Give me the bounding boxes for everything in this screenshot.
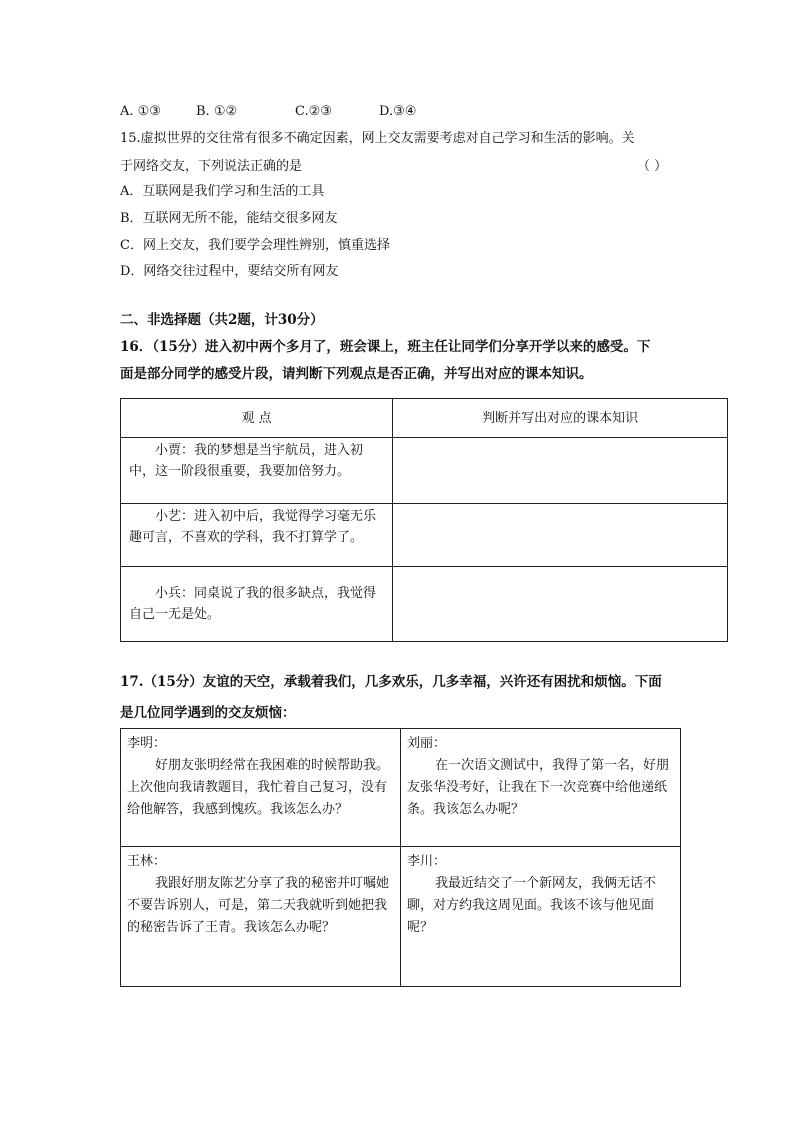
q17-text-liuli: 在一次语文测试中，我得了第一名，好朋友张华没考好，让我在下一次竞赛中给他递纸条。我该怎么办呢？ xyxy=(407,758,670,817)
q17-text-wanglin: 我跟好朋友陈艺分享了我的秘密并叮嘱她不要告诉别人，可是，第二天我就听到她把我的秘密告诉了王青。我该怎么办呢？ xyxy=(127,876,390,935)
q17-cell-liming xyxy=(121,729,401,847)
q14-option-c: C.②③ xyxy=(295,104,332,119)
q15-option-a: A．互联网是我们学习和生活的工具 xyxy=(120,184,325,199)
q16-view-xiaojia: 小贾：我的梦想是当宇航员，进入初中，这一阶段很重要，我要加倍努力。 xyxy=(121,438,393,504)
q16-answer-cell-3[interactable] xyxy=(393,567,728,642)
table-row xyxy=(121,567,728,642)
q17-cell-liuli xyxy=(401,729,681,847)
q14-option-d: D.③④ xyxy=(379,104,417,119)
q17-cell-wanglin xyxy=(121,847,401,987)
q17-name-wanglin: 王林： xyxy=(127,854,167,869)
table-row xyxy=(121,847,681,987)
q16-header-view: 观 点 xyxy=(121,399,393,438)
q16-view-xiaobing: 小兵：同桌说了我的很多缺点，我觉得自己一无是处。 xyxy=(121,567,393,642)
q17-stem-line1: 17.（15分）友谊的天空，承载着我们，几多欢乐，几多幸福，兴许还有困扰和烦恼。下面 xyxy=(120,674,662,690)
table-row xyxy=(121,438,728,504)
q16-answer-cell-2[interactable] xyxy=(393,504,728,567)
q16-answer-cell-1[interactable] xyxy=(393,438,728,504)
q17-name-liuli: 刘丽： xyxy=(407,736,447,751)
q17-name-lichuan: 李川： xyxy=(407,854,447,869)
table-row xyxy=(121,729,681,847)
section2-title: 二、非选择题（共2题，计30分） xyxy=(120,312,324,328)
q15-option-b: B．互联网无所不能，能结交很多网友 xyxy=(120,211,338,226)
q17-cell-lichuan xyxy=(401,847,681,987)
q15-stem-line2: 于网络交友，下列说法正确的是 xyxy=(120,159,303,174)
q14-options xyxy=(120,102,416,122)
q16-table-header xyxy=(121,399,728,438)
q17-stem-line2: 是几位同学遇到的交友烦恼： xyxy=(120,705,296,721)
q17-text-lichuan: 我最近结交了一个新网友，我俩无话不聊，对方约我这周见面。我该不该与他见面呢？ xyxy=(407,876,657,935)
q14-option-a: A. ①③ xyxy=(120,104,161,119)
q17-text-liming: 好朋友张明经常在我困难的时候帮助我。上次他向我请教题目，我忙着自己复习，没有给他解答，我感到愧疚。我该怎么办？ xyxy=(127,758,390,817)
q15-stem-line1: 15.虚拟世界的交往常有很多不确定因素，网上交友需要考虑对自己学习和生活的影响。关 xyxy=(120,131,635,146)
q15-option-d: D．网络交往过程中，要结交所有网友 xyxy=(120,264,339,279)
q16-stem-line1: 16．（15分）进入初中两个多月了，班会课上，班主任让同学们分享开学以来的感受。下 xyxy=(120,339,651,355)
q16-stem-line2: 面是部分同学的感受片段，请判断下列观点是否正确，并写出对应的课本知识。 xyxy=(120,366,593,382)
q14-option-b: B. ①② xyxy=(196,104,238,119)
table-row xyxy=(121,504,728,567)
q16-table xyxy=(120,398,728,642)
q17-table xyxy=(120,728,681,987)
q17-name-liming: 李明： xyxy=(127,736,167,751)
q15-option-c: C．网上交友，我们要学会理性辨别，慎重选择 xyxy=(120,238,390,253)
q15-answer-paren: （ ） xyxy=(637,159,668,174)
q16-view-xiaoyi: 小艺：进入初中后，我觉得学习毫无乐趣可言，不喜欢的学科，我不打算学了。 xyxy=(121,504,393,567)
q16-header-answer: 判断并写出对应的课本知识 xyxy=(393,399,728,438)
